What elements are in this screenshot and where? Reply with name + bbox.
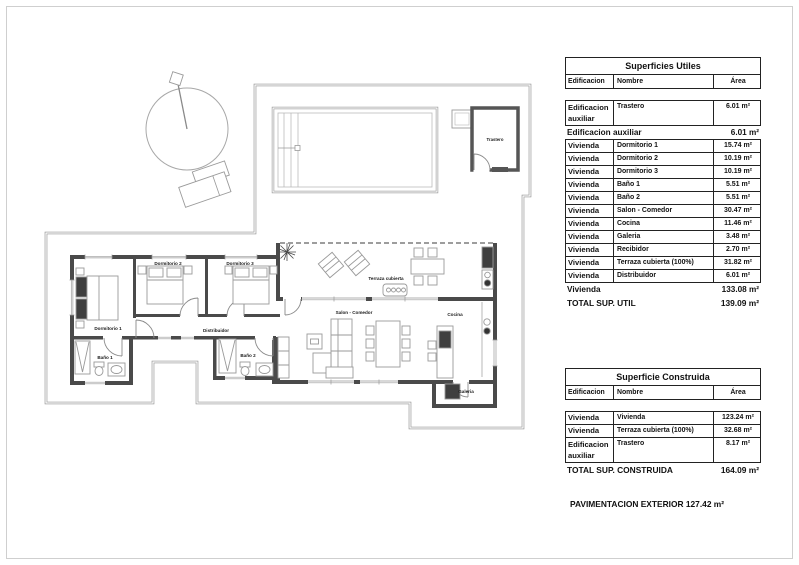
cell-edificacion: Vivienda (568, 167, 600, 176)
sun-loungers (179, 161, 231, 207)
cell-nombre: Recibidor (613, 244, 714, 256)
cell-edificacion: Vivienda (568, 245, 600, 254)
table-row (565, 179, 761, 192)
table-row (565, 270, 761, 283)
pavimentacion-note: PAVIMENTACION EXTERIOR 127.42 m² (570, 499, 725, 509)
cell-area: 6.01 m² (725, 272, 751, 279)
table-row (565, 244, 761, 257)
room-label-dormitorio-1: Dormitorio 1 (94, 326, 122, 331)
subtotal-value: 133.08 m² (721, 285, 759, 294)
cell-nombre: Terraza cubierta (100%) (613, 425, 714, 437)
furniture (75, 247, 493, 399)
table-row (565, 140, 761, 153)
room-label-bano-1: Baño 1 (97, 355, 113, 360)
trastero-vent (492, 167, 508, 172)
table-row (565, 205, 761, 218)
cell-area: 3.48 m² (725, 233, 751, 240)
cell-nombre: Galeria (613, 231, 714, 243)
kitchen-island (428, 326, 453, 378)
cell-edificacion: Vivienda (568, 141, 600, 150)
table-header-row (565, 386, 761, 400)
cell-area: 15.74 m² (723, 142, 753, 149)
table-title: Superficies Utiles (565, 57, 761, 75)
table-row (565, 425, 761, 438)
cell-edificacion: Vivienda (568, 219, 600, 228)
col-header-nombre: Nombre (613, 75, 714, 88)
room-label-bano-2: Baño 2 (240, 353, 256, 358)
cell-nombre: Dormitorio 1 (613, 140, 714, 152)
cell-nombre: Trastero (613, 438, 714, 462)
cell-nombre: Dormitorio 3 (613, 166, 714, 178)
cell-nombre: Baño 2 (613, 192, 714, 204)
room-label-cocina: Cocina (447, 312, 463, 317)
cell-nombre: Cocina (613, 218, 714, 230)
parasol (146, 72, 228, 170)
terrace-table (411, 248, 444, 285)
col-header-area: Área (730, 78, 746, 85)
cell-area: 5.51 m² (725, 194, 751, 201)
total-row (565, 296, 761, 311)
room-label-dormitorio-3: Dormitorio 3 (226, 261, 254, 266)
cell-area: 30.47 m² (723, 207, 753, 214)
pool (273, 108, 437, 192)
room-label-trastero: Trastero (486, 137, 504, 142)
terrace-appliances (482, 247, 493, 289)
terrace-chairs (318, 250, 369, 277)
cell-edificacion: Vivienda (568, 206, 600, 215)
cell-edificacion: Vivienda (568, 180, 600, 189)
cell-area: 10.19 m² (723, 155, 753, 162)
trastero-door-gap (474, 164, 490, 173)
table-row (565, 101, 761, 126)
total-value: 139.09 m² (720, 298, 759, 308)
col-header-edificacion: Edificacion (568, 78, 605, 85)
total-row (565, 463, 761, 478)
col-header-area: Área (730, 389, 746, 396)
kitchen-counter (482, 302, 490, 377)
cell-edificacion: Vivienda (568, 154, 600, 163)
cell-area: 11.46 m² (724, 220, 752, 227)
subtotal-label: Vivienda (567, 285, 601, 294)
hall-cabinet (278, 337, 289, 378)
total-label: TOTAL SUP. UTIL (567, 298, 636, 308)
cell-edificacion: Vivienda (568, 232, 600, 241)
trastero-building (452, 108, 518, 173)
cell-area: 32.68 m² (723, 427, 753, 434)
subtotal-value: 6.01 m² (730, 128, 759, 137)
cell-edificacion: Vivienda (568, 426, 600, 435)
table-row (565, 218, 761, 231)
cell-edificacion: Edificacion auxiliar (568, 440, 609, 460)
dining-table (366, 321, 410, 367)
table-row (565, 231, 761, 244)
room-label-salon: Salon - Comedor (335, 310, 373, 315)
table-row (565, 438, 761, 463)
cell-nombre: Salon - Comedor (613, 205, 714, 217)
total-label: TOTAL SUP. CONSTRUIDA (567, 465, 673, 475)
terrace-grill (383, 284, 407, 296)
cell-edificacion: Edificacion auxiliar (568, 103, 609, 123)
superficie-construida-table (565, 368, 761, 478)
table-row (565, 412, 761, 425)
cell-area: 123.24 m² (722, 414, 754, 421)
cell-area: 10.19 m² (723, 168, 753, 175)
cell-edificacion: Vivienda (568, 258, 600, 267)
plant-icon (278, 243, 296, 261)
subtotal-row (565, 126, 761, 139)
cell-area: 31.82 m² (723, 259, 753, 266)
cell-area: 8.17 m² (725, 440, 751, 447)
room-label-galeria: Galeria (458, 389, 474, 394)
cell-area: 2.70 m² (725, 246, 751, 253)
bed-dormitorio-3 (225, 266, 277, 304)
table-row (565, 192, 761, 205)
table-title: Superficie Construida (565, 368, 761, 386)
cell-area: 5.51 m² (725, 181, 751, 188)
cell-nombre: Dormitorio 2 (613, 153, 714, 165)
col-header-nombre: Nombre (613, 386, 714, 399)
subtotal-row (565, 283, 761, 296)
cell-nombre: Vivienda (613, 412, 714, 424)
tv-unit (307, 334, 322, 349)
table-row (565, 257, 761, 270)
room-label-dormitorio-2: Dormitorio 2 (154, 261, 182, 266)
room-label-distribuidor: Distribuidor (202, 328, 230, 333)
pool-ladder (295, 146, 300, 151)
cell-nombre: Distribuidor (613, 270, 714, 282)
table-row (565, 166, 761, 179)
room-label-terraza: Terraza cubierta (368, 276, 404, 281)
cell-nombre: Terraza cubierta (100%) (613, 257, 714, 269)
table-row (565, 153, 761, 166)
bed-dormitorio-1 (76, 268, 118, 328)
cell-edificacion: Vivienda (568, 271, 600, 280)
subtotal-label: Edificacion auxiliar (567, 128, 642, 137)
cell-edificacion: Vivienda (568, 413, 600, 422)
col-header-edificacion: Edificacion (568, 389, 605, 396)
table-header-row (565, 75, 761, 89)
cell-area: 6.01 m² (725, 103, 751, 110)
cell-nombre: Trastero (613, 101, 714, 125)
cell-nombre: Baño 1 (613, 179, 714, 191)
bed-dormitorio-2 (138, 266, 192, 304)
total-value: 164.09 m² (720, 465, 759, 475)
cell-edificacion: Vivienda (568, 193, 600, 202)
superficies-utiles-table (565, 57, 761, 311)
